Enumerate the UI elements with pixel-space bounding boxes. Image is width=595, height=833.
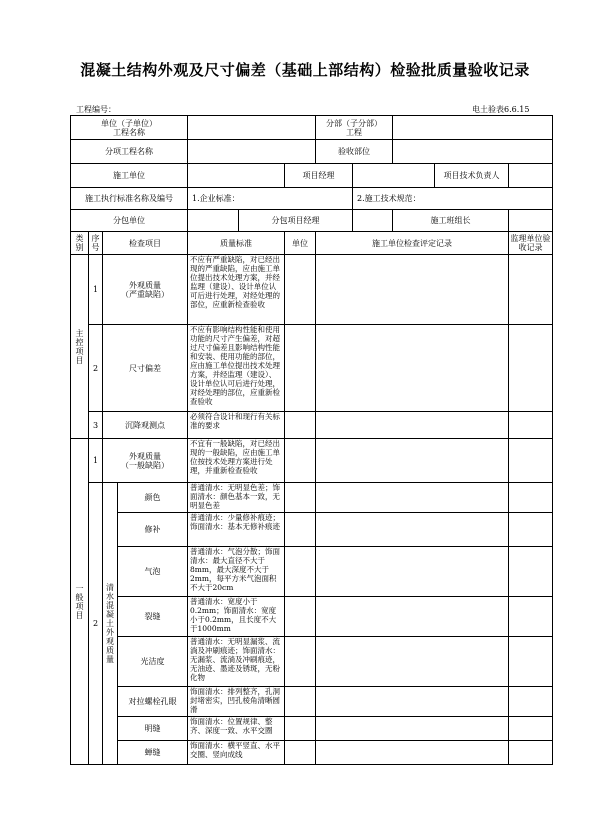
- ff-record-open-joint[interactable]: [316, 717, 509, 741]
- construction-spec-label: 2.施工技术规范：: [353, 188, 553, 210]
- ff-supervision-bubble[interactable]: [509, 547, 553, 597]
- ff-item-repair: 修补: [118, 513, 188, 547]
- sub-pm-field[interactable]: [353, 210, 393, 232]
- tech-lead-field[interactable]: [509, 164, 553, 188]
- ff-supervision-repair[interactable]: [509, 513, 553, 547]
- ff-record-smoothness[interactable]: [316, 637, 509, 687]
- ff-standard-fine-joint: 饰面清水：横平竖直、水平交圈、竖向成线: [188, 741, 285, 765]
- unit-name-label: 单位（子单位） 工程名称: [71, 116, 188, 140]
- ff-supervision-bolt-holes[interactable]: [509, 687, 553, 717]
- tech-lead-label: 项目技术负责人: [435, 164, 509, 188]
- table-row: [71, 412, 553, 439]
- header-row-subitem: [71, 140, 553, 164]
- main-item-1: 外观质量 （严重缺陷）: [103, 255, 188, 325]
- ff-standard-crack: 普通清水：宽度小于0.2mm；饰面清水：宽度小于0.2mm，且长度不大于1000mm: [188, 597, 285, 637]
- table-row: [71, 483, 553, 513]
- main-seq-3: 3: [89, 412, 103, 439]
- main-supervision-1[interactable]: [509, 255, 553, 325]
- ff-standard-repair: 普通清水：少量修补痕迹；饰面清水：基本无修补痕迹: [188, 513, 285, 547]
- ff-unit-bolt-holes[interactable]: [285, 687, 316, 717]
- main-category-cell: 主控项目: [71, 255, 89, 439]
- main-unit-1[interactable]: [285, 255, 316, 325]
- col-item: 检查项目: [103, 232, 188, 255]
- col-seq: 序号: [89, 232, 103, 255]
- general-seq-1: 1: [89, 439, 103, 483]
- subitem-label: 分项工程名称: [71, 140, 188, 164]
- project-manager-label: 项目经理: [285, 164, 353, 188]
- ff-record-crack[interactable]: [316, 597, 509, 637]
- ff-standard-color: 普通清水：无明显色差；饰面清水：颜色基本一致，无明显色差: [188, 483, 285, 513]
- subcontractor-label: 分包单位: [71, 210, 188, 232]
- ff-record-bubble[interactable]: [316, 547, 509, 597]
- col-supervision: 监理单位验收记录: [509, 232, 553, 255]
- ff-unit-crack[interactable]: [285, 597, 316, 637]
- table-row: [71, 547, 553, 597]
- ff-supervision-crack[interactable]: [509, 597, 553, 637]
- col-category: 类别: [71, 232, 89, 255]
- fair-faced-group-cell: 清水混凝土外观质量: [103, 483, 118, 765]
- standard-name-label: 施工执行标准名称及编号: [71, 188, 188, 210]
- ff-item-bolt-holes: 对拉螺栓孔眼: [118, 687, 188, 717]
- general-unit-1[interactable]: [285, 439, 316, 483]
- main-item-2: 尺寸偏差: [103, 325, 188, 412]
- table-row: [71, 741, 553, 765]
- header-row-subcontractor: [71, 210, 553, 232]
- table-row: [71, 597, 553, 637]
- general-standard-1: 不宜有一般缺陷，对已经出现的一般缺陷，应由施工单位按技术处理方案进行处理，并重新检查验收: [188, 439, 285, 483]
- col-record: 施工单位检查评定记录: [316, 232, 509, 255]
- table-row: [71, 325, 553, 412]
- general-category-cell: 一般项目: [71, 439, 89, 765]
- ff-unit-bubble[interactable]: [285, 547, 316, 597]
- main-standard-1: 不应有严重缺陷，对已经出现的严重缺陷，应由施工单位提出技术处理方案，并经监理（建设）、设计单位认可后进行处理，对经处理的部位，应重新检查验收: [188, 255, 285, 325]
- ff-unit-open-joint[interactable]: [285, 717, 316, 741]
- header-row-unit: [71, 116, 553, 140]
- general-seq-2: 2: [89, 483, 103, 765]
- acceptance-part-label: 验收部位: [316, 140, 393, 164]
- table-row: [71, 255, 553, 325]
- main-seq-1: 1: [89, 255, 103, 325]
- acceptance-form-table: [70, 115, 553, 765]
- ff-item-fine-joint: 蝉缝: [118, 741, 188, 765]
- sub-pm-label: 分包项目经理: [239, 210, 353, 232]
- ff-standard-bolt-holes: 饰面清水：排列整齐，孔洞封堵密实，凹孔棱角清晰圆滑: [188, 687, 285, 717]
- page-title: 混凝土结构外观及尺寸偏差（基础上部结构）检验批质量验收记录: [80, 61, 530, 79]
- table-row: [71, 439, 553, 483]
- ff-item-bubble: 气泡: [118, 547, 188, 597]
- ff-standard-bubble: 普通清水：气泡分散；饰面清水：最大直径不大于8mm，最大深度不大于2mm，每平方米气泡面积不大于20cm: [188, 547, 285, 597]
- table-row: [71, 717, 553, 741]
- form-code: 电土验表6.6.15: [472, 105, 530, 114]
- table-row: [71, 687, 553, 717]
- ff-item-crack: 裂缝: [118, 597, 188, 637]
- col-standard: 质量标准: [188, 232, 285, 255]
- general-item-1: 外观质量 （一般缺陷）: [103, 439, 188, 483]
- main-unit-3[interactable]: [285, 412, 316, 439]
- header-row-contractor: [71, 164, 553, 188]
- subitem-field[interactable]: [188, 140, 316, 164]
- ff-item-smoothness: 光洁度: [118, 637, 188, 687]
- main-supervision-3[interactable]: [509, 412, 553, 439]
- header-row-standard: [71, 188, 553, 210]
- ff-standard-open-joint: 饰面清水：位置规律、整齐、深度一致、水平交圈: [188, 717, 285, 741]
- contractor-field[interactable]: [188, 164, 285, 188]
- general-supervision-1[interactable]: [509, 439, 553, 483]
- ff-standard-smoothness: 普通清水：无明显漏浆、流淌及冲刷痕迹；饰面清水：无漏浆、流淌及冲刷痕迹，无油迹、墨迹及锈斑，无粉化物: [188, 637, 285, 687]
- division-label: 分部（子分部） 工程: [316, 116, 393, 140]
- ff-supervision-smoothness[interactable]: [509, 637, 553, 687]
- ff-record-bolt-holes[interactable]: [316, 687, 509, 717]
- main-standard-3: 必须符合设计和现行有关标准的要求: [188, 412, 285, 439]
- ff-unit-repair[interactable]: [285, 513, 316, 547]
- ff-record-color[interactable]: [316, 483, 509, 513]
- main-record-3[interactable]: [316, 412, 509, 439]
- ff-unit-fine-joint[interactable]: [285, 741, 316, 765]
- table-row: [71, 513, 553, 547]
- ff-record-fine-joint[interactable]: [316, 741, 509, 765]
- team-leader-field[interactable]: [509, 210, 553, 232]
- ff-record-repair[interactable]: [316, 513, 509, 547]
- general-record-1[interactable]: [316, 439, 509, 483]
- main-standard-2: 不应有影响结构性能和使用功能的尺寸产生偏差，对超过尺寸偏差且影响结构性能和安装、使用功能的部位，应由施工单位提出技术处理方案，并经监理（建设）、设计单位认可后进行处理，对经处理的部位，应重新检查验收: [188, 325, 285, 412]
- ff-item-color: 颜色: [118, 483, 188, 513]
- contractor-label: 施工单位: [71, 164, 188, 188]
- column-header-row: [71, 232, 553, 255]
- ff-unit-color[interactable]: [285, 483, 316, 513]
- subcontractor-field[interactable]: [188, 210, 239, 232]
- acceptance-part-field[interactable]: [393, 140, 553, 164]
- ff-supervision-color[interactable]: [509, 483, 553, 513]
- enterprise-standard-label: 1.企业标准：: [188, 188, 353, 210]
- col-unit: 单位: [285, 232, 316, 255]
- project-manager-field[interactable]: [353, 164, 435, 188]
- project-no-label: 工程编号：: [76, 105, 116, 114]
- division-field[interactable]: [393, 116, 553, 140]
- team-leader-label: 施工班组长: [393, 210, 509, 232]
- ff-supervision-fine-joint[interactable]: [509, 741, 553, 765]
- table-row: [71, 637, 553, 687]
- ff-item-open-joint: 明缝: [118, 717, 188, 741]
- main-unit-2[interactable]: [285, 325, 316, 412]
- main-supervision-2[interactable]: [509, 325, 553, 412]
- main-seq-2: 2: [89, 325, 103, 412]
- main-item-3: 沉降观测点: [103, 412, 188, 439]
- unit-name-field[interactable]: [188, 116, 316, 140]
- ff-unit-smoothness[interactable]: [285, 637, 316, 687]
- main-record-2[interactable]: [316, 325, 509, 412]
- main-record-1[interactable]: [316, 255, 509, 325]
- ff-supervision-open-joint[interactable]: [509, 717, 553, 741]
